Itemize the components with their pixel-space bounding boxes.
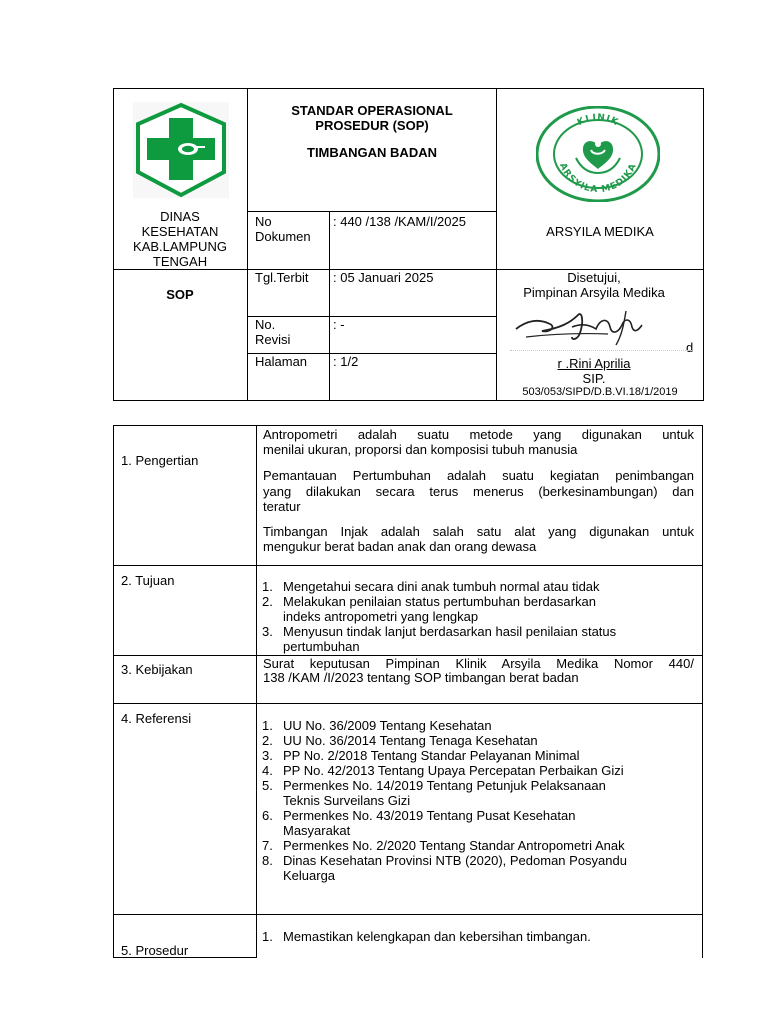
list-item: 2. UU No. 36/2014 Tentang Tenaga Kesehatan — [262, 733, 538, 748]
kebijakan-line-1: Surat keputusan Pimpinan Klinik Arsyila Medika Nomor 440/ — [263, 656, 694, 671]
document-subtitle: TIMBANGAN BADAN — [307, 145, 437, 160]
approver-registration: 503/053/SIPD/D.B.VI.18/1/2019 — [522, 386, 678, 398]
pengertian-p2-line-2: yang dilakukan secara terus menerus (berkesinambungan) dan — [263, 484, 694, 499]
title-line-2: PROSEDUR (SOP) — [315, 118, 429, 133]
approver-name: r .Rini Aprilia — [557, 356, 631, 371]
field-value-page: : 1/2 — [333, 354, 359, 369]
list-item: 1. UU No. 36/2009 Tentang Kesehatan — [262, 718, 492, 733]
field-label-tgl-terbit: Tgl.Terbit — [255, 270, 309, 285]
section-label-tujuan: 2. Tujuan — [121, 573, 175, 588]
section-label-kebijakan: 3. Kebijakan — [121, 662, 193, 677]
field-label-dokumen: Dokumen — [255, 229, 311, 244]
list-item: 3. PP No. 2/2018 Tentang Standar Pelayanan Minimal — [262, 748, 580, 763]
list-item: 7. Permenkes No. 2/2020 Tentang Standar Antropometri Anak — [262, 838, 625, 853]
field-label-no: No — [255, 214, 272, 229]
field-value-revision: : - — [333, 317, 345, 332]
pengertian-p3-line-1: Timbangan Injak adalah salah satu alat yang digunakan untuk — [263, 524, 694, 539]
pengertian-p3-line-2: mengukur berat badan anak dan orang dewasa — [263, 539, 537, 554]
title-line-1: STANDAR OPERASIONAL — [291, 103, 453, 118]
tujuan-list — [259, 579, 616, 654]
approval-line-1: Disetujui, — [567, 270, 621, 285]
sop-label: SOP — [166, 287, 194, 302]
list-item: 6. Permenkes No. 43/2019 Tentang Pusat Kesehatan Masyarakat — [262, 808, 576, 838]
health-cross-logo — [133, 102, 229, 198]
prosedur-list — [259, 929, 591, 944]
field-label-revisi: Revisi — [255, 332, 291, 347]
signature — [512, 303, 662, 349]
pengertian-p1-line-1: Antropometri adalah suatu metode yang digunakan untuk — [263, 427, 694, 442]
pengertian-p2-line-3: teratur — [263, 499, 301, 514]
approver-name-prefix: d — [686, 340, 694, 355]
svg-text:KLINIK: KLINIK — [575, 112, 621, 129]
clinic-logo — [536, 106, 660, 202]
list-item: 4. PP No. 42/2013 Tentang Upaya Percepatan Perbaikan Gizi — [262, 763, 624, 778]
clinic-name: ARSYILA MEDIKA — [546, 224, 654, 239]
field-label-halaman: Halaman — [255, 354, 308, 369]
agency-line-3: KAB.LAMPUNG — [133, 239, 227, 254]
kebijakan-line-2: 138 /KAM /I/2023 tentang SOP timbangan berat badan — [263, 670, 579, 685]
agency-line-1: DINAS — [160, 209, 200, 224]
field-label-no-dot: No. — [255, 317, 276, 332]
pengertian-p2-line-1: Pemantauan Pertumbuhan adalah suatu kegiatan penimbangan — [263, 468, 694, 483]
field-value-document-number: : 440 /138 /KAM/I/2025 — [333, 214, 466, 229]
list-item: 3. Menyusun tindak lanjut berdasarkan hasil penilaian status pertumbuhan — [262, 624, 617, 654]
field-value-issue-date: : 05 Januari 2025 — [333, 270, 434, 285]
svg-text:ARSYILA MEDIKA: ARSYILA MEDIKA — [557, 161, 639, 196]
agency-line-4: TENGAH — [152, 254, 208, 269]
section-label-pengertian: 1. Pengertian — [121, 453, 199, 468]
list-item: 2. Melakukan penilaian status pertumbuhan berdasarkan indeks antropometri yang lengkap — [262, 594, 596, 624]
agency-line-2: KESEHATAN — [141, 224, 219, 239]
approver-title: SIP. — [582, 371, 606, 386]
referensi-list — [259, 718, 627, 883]
pengertian-p1-line-2: menilai ukuran, proporsi dan komposisi tubuh manusia — [263, 442, 578, 457]
list-item: 1. Mengetahui secara dini anak tumbuh normal atau tidak — [262, 579, 600, 594]
list-item: 8. Dinas Kesehatan Provinsi NTB (2020), Pedoman Posyandu Keluarga — [262, 853, 627, 883]
list-item: 5. Permenkes No. 14/2019 Tentang Petunjuk Pelaksanaan Teknis Surveilans Gizi — [262, 778, 606, 808]
approval-line-2: Pimpinan Arsyila Medika — [523, 285, 665, 300]
section-label-prosedur: 5. Prosedur — [121, 943, 189, 958]
section-label-referensi: 4. Referensi — [121, 711, 192, 726]
list-item: 1. Memastikan kelengkapan dan kebersihan timbangan. — [262, 929, 591, 944]
